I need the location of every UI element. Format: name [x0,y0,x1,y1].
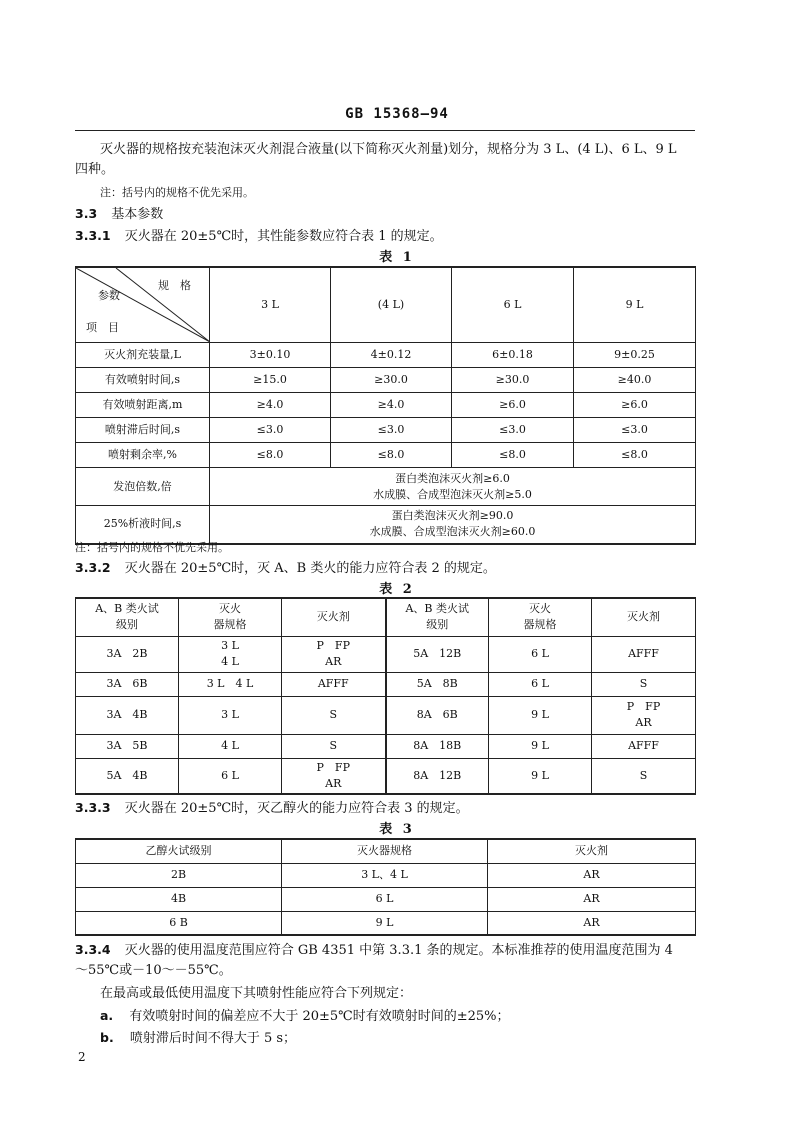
table-cell: ≥4.0 [331,393,452,418]
table-cell: ≤3.0 [574,418,696,443]
row-label: 25%析液时间,s [76,506,210,544]
table-2 [75,597,696,795]
page-header: GB 15368—94 [345,106,449,122]
table-cell: 6 L [489,636,592,672]
table-cell: 5A 4B [76,758,179,794]
table-row [76,887,696,911]
table-row [76,863,696,887]
table-cell: ≥40.0 [574,368,696,393]
table-cell: 6 L [489,672,592,696]
table-row [76,598,696,636]
table-cell: 3A 5B [76,734,179,758]
section-text: 灭火器在 20±5℃时，灭乙醇火的能力应符合表 3 的规定。 [124,801,469,816]
table-row [76,267,696,343]
list-marker: a. [100,1008,114,1023]
corner-spec: 规 格 [158,279,191,292]
intro-line-2: 四种。 [75,162,115,177]
table-cell: 6 B [76,911,282,935]
table-2-caption: 表 2 [379,582,415,597]
table-cell: AFFF [592,636,696,672]
table-cell: 3A 6B [76,672,179,696]
table-row [76,696,696,734]
list-text: 有效喷射时间的偏差应不大于 20±5℃时有效喷射时间的±25%； [129,1009,510,1024]
table-cell: 3 L [179,696,282,734]
list-item [100,1006,510,1027]
table-cell: ≥30.0 [452,368,574,393]
table-row [76,636,696,672]
table-cell: 6 L [179,758,282,794]
table-cell: 9±0.25 [574,343,696,368]
table-row [76,418,696,443]
table-cell: ≤8.0 [210,443,331,468]
corner-param: 参数 [98,289,120,302]
section-3-3-4 [75,940,673,961]
table-cell: 4 L [179,734,282,758]
table-cell: AR [488,887,696,911]
table-cell: ≤8.0 [331,443,452,468]
table-cell: ≤8.0 [452,443,574,468]
table-cell: 6 L [282,887,488,911]
table-cell: 3±0.10 [210,343,331,368]
table-cell: P FP AR [282,636,386,672]
corner-header [76,267,210,343]
section-3-3-3 [75,798,469,819]
table-cell: 9 L [489,758,592,794]
column-header: 灭火剂 [488,839,696,863]
table-row [76,839,696,863]
table-cell: ≤8.0 [574,443,696,468]
table-3 [75,838,696,936]
table-cell: 3 L、4 L [282,863,488,887]
header-rule [75,130,695,131]
table-row [76,672,696,696]
table-cell: S [592,758,696,794]
column-header: 灭火 器规格 [179,598,282,636]
corner-item: 项 目 [86,321,119,334]
table-cell: AR [488,863,696,887]
table-cell: 3 L 4 L [179,636,282,672]
table-1-note: 注：括号内的规格不优先采用。 [75,541,229,554]
table-cell: ≥30.0 [331,368,452,393]
section-number: 3.3.2 [75,560,111,575]
row-label: 喷射剩余率,% [76,443,210,468]
section-3-3-1 [75,226,443,247]
section-3-3-2 [75,558,496,579]
column-header: 灭火器规格 [282,839,488,863]
intro-note: 注：括号内的规格不优先采用。 [100,186,254,199]
row-label: 有效喷射距离,m [76,393,210,418]
section-text: 灭火器在 20±5℃时，灭 A、B 类火的能力应符合表 2 的规定。 [124,561,496,576]
table-cell [210,506,696,544]
table-cell [210,468,696,506]
table-3-caption: 表 3 [379,822,415,837]
column-header: 乙醇火试级别 [76,839,282,863]
table-cell: 2B [76,863,282,887]
section-text: 灭火器在 20±5℃时，其性能参数应符合表 1 的规定。 [124,229,443,244]
table-cell: 9 L [489,734,592,758]
table-row [76,468,696,506]
column-header: 6 L [452,267,574,343]
table-cell: 3A 4B [76,696,179,734]
table-row [76,443,696,468]
column-header: 灭火 器规格 [489,598,592,636]
column-header: 灭火剂 [592,598,696,636]
table-row [76,911,696,935]
table-cell: ≥4.0 [210,393,331,418]
column-header: A、B 类火试 级别 [386,598,489,636]
table-cell: 8A 6B [386,696,489,734]
table-cell: 3 L 4 L [179,672,282,696]
table-row [76,734,696,758]
column-header: 9 L [574,267,696,343]
table-cell: S [592,672,696,696]
table-cell: 5A 8B [386,672,489,696]
table-cell: 9 L [489,696,592,734]
table-cell: AR [488,911,696,935]
table-cell: 6±0.18 [452,343,574,368]
table-cell: ≤3.0 [210,418,331,443]
cell-line: 蛋白类泡沫灭火剂≥90.0 [391,509,514,523]
row-label: 灭火剂充装量,L [76,343,210,368]
table-1 [75,266,696,545]
page-number: 2 [78,1050,86,1064]
section-number: 3.3.1 [75,228,111,243]
table-cell: 3A 2B [76,636,179,672]
column-header: A、B 类火试 级别 [76,598,179,636]
table-cell: ≤3.0 [452,418,574,443]
table-cell: 8A 18B [386,734,489,758]
table-cell: P FP AR [282,758,386,794]
section-number: 3.3.4 [75,942,111,957]
table-cell: S [282,734,386,758]
section-text: 灭火器的使用温度范围应符合 GB 4351 中第 3.3.1 条的规定。本标准推荐的使用温度范围为 4 [124,943,673,958]
column-header: 3 L [210,267,331,343]
table-cell: 4±0.12 [331,343,452,368]
table-cell: 9 L [282,911,488,935]
table-cell: ≥15.0 [210,368,331,393]
table-cell: ≥6.0 [452,393,574,418]
column-header: 灭火剂 [282,598,386,636]
table-row [76,343,696,368]
row-label: 发泡倍数,倍 [76,468,210,506]
table-cell: 8A 12B [386,758,489,794]
cell-line: 水成膜、合成型泡沫灭火剂≥60.0 [369,525,536,539]
table-1-caption: 表 1 [379,250,415,265]
intro-line-1: 灭火器的规格按充装泡沫灭火剂混合液量(以下简称灭火剂量)划分，规格分为 3 L、(4 L)、6 L、9 L [100,142,677,157]
table-row [76,758,696,794]
list-item [100,1028,296,1049]
table-cell: ≥6.0 [574,393,696,418]
section-3-3-4-cont: ～55℃或－10～－55℃。 [75,963,232,978]
row-label: 有效喷射时间,s [76,368,210,393]
cell-line: 水成膜、合成型泡沫灭火剂≥5.0 [373,487,532,501]
table-cell: AFFF [282,672,386,696]
row-label: 喷射滞后时间,s [76,418,210,443]
section-number: 3.3 [75,206,98,221]
table-row [76,393,696,418]
list-text: 喷射滞后时间不得大于 5 s； [129,1031,297,1046]
table-cell: ≤3.0 [331,418,452,443]
table-cell: 5A 12B [386,636,489,672]
section-3-3 [75,204,163,225]
table-cell: P FP AR [592,696,696,734]
table-cell: S [282,696,386,734]
column-header: (4 L) [331,267,452,343]
section-number: 3.3.3 [75,800,111,815]
list-marker: b. [100,1030,114,1045]
table-row [76,368,696,393]
table-cell: 4B [76,887,282,911]
section-3-3-4-lead: 在最高或最低使用温度下其喷射性能应符合下列规定： [100,986,413,1001]
table-cell: AFFF [592,734,696,758]
section-title: 基本参数 [111,207,164,222]
cell-line: 蛋白类泡沫灭火剂≥6.0 [395,471,510,485]
